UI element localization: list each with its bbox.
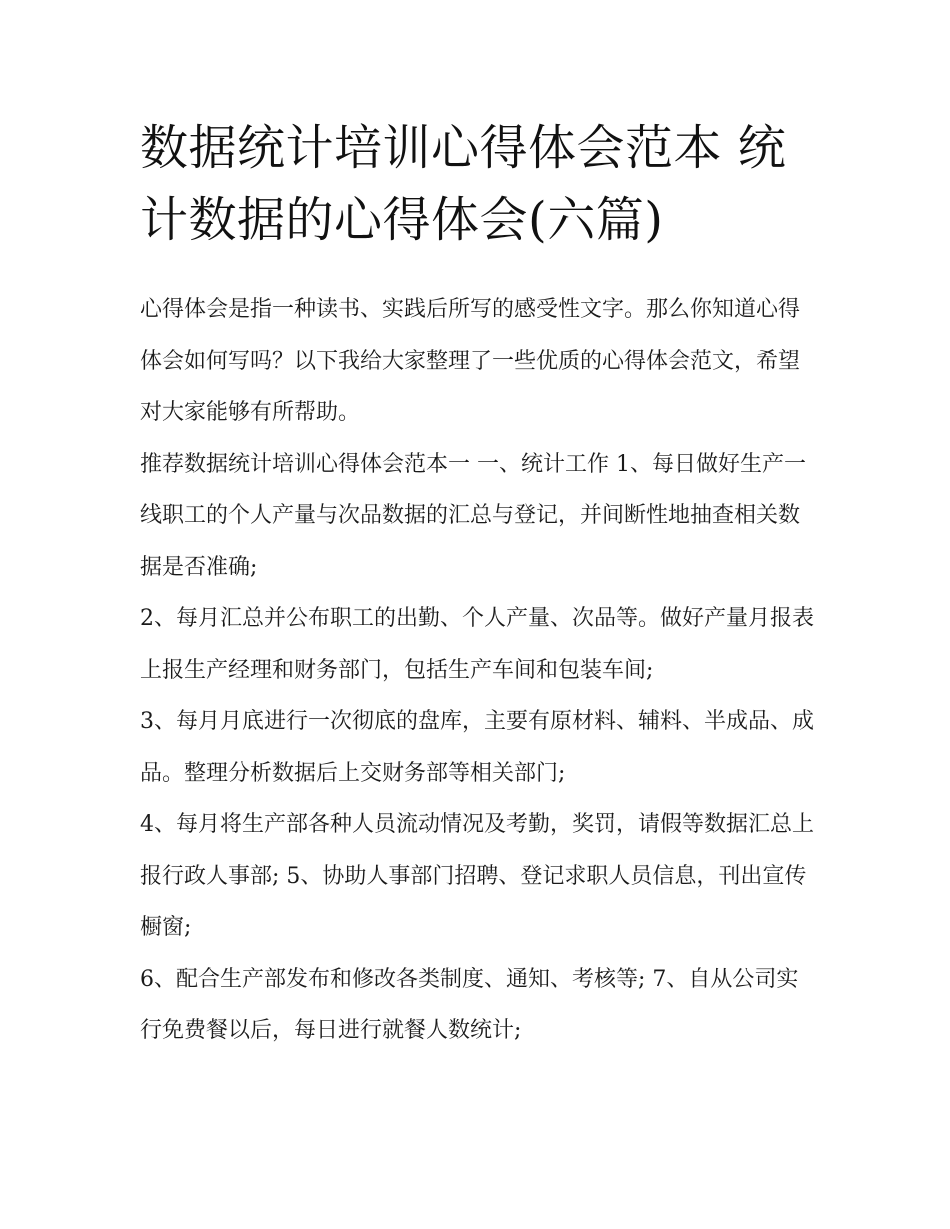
paragraph-item-4-5: 4、每月将生产部各种人员流动情况及考勤，奖罚，请假等数据汇总上报行政人事部; 5、协助人事部门招聘、登记求职人员信息，刊出宣传橱窗; — [140, 812, 814, 940]
paragraph-item-6-7: 6、配合生产部发布和修改各类制度、通知、考核等; 7、自从公司实行免费餐以后，每日进行就餐人数统计; — [140, 966, 799, 1043]
paragraph-item-1: 推荐数据统计培训心得体会范本一 一、统计工作 1、每日做好生产一线职工的个人产量与次品数据的汇总与登记，并间断性地抽查相关数据是否准确; — [140, 451, 806, 580]
document-title: 数据统计培训心得体会范本 统计数据的心得体会(六篇) — [140, 120, 787, 248]
paragraph-item-2: 2、每月汇总并公布职工的出勤、个人产量、次品等。做好产量月报表上报生产经理和财务部门，包括生产车间和包装车间; — [140, 606, 814, 683]
document-content — [140, 112, 820, 1057]
paragraph-intro: 心得体会是指一种读书、实践后所写的感受性文字。那么你知道心得体会如何写吗？以下我给大家整理了一些优质的心得体会范文，希望对大家能够有所帮助。 — [140, 297, 801, 425]
paragraph-item-3: 3、每月月底进行一次彻底的盘库，主要有原材料、辅料、半成品、成品。整理分析数据后上交财务部等相关部门; — [140, 709, 814, 786]
